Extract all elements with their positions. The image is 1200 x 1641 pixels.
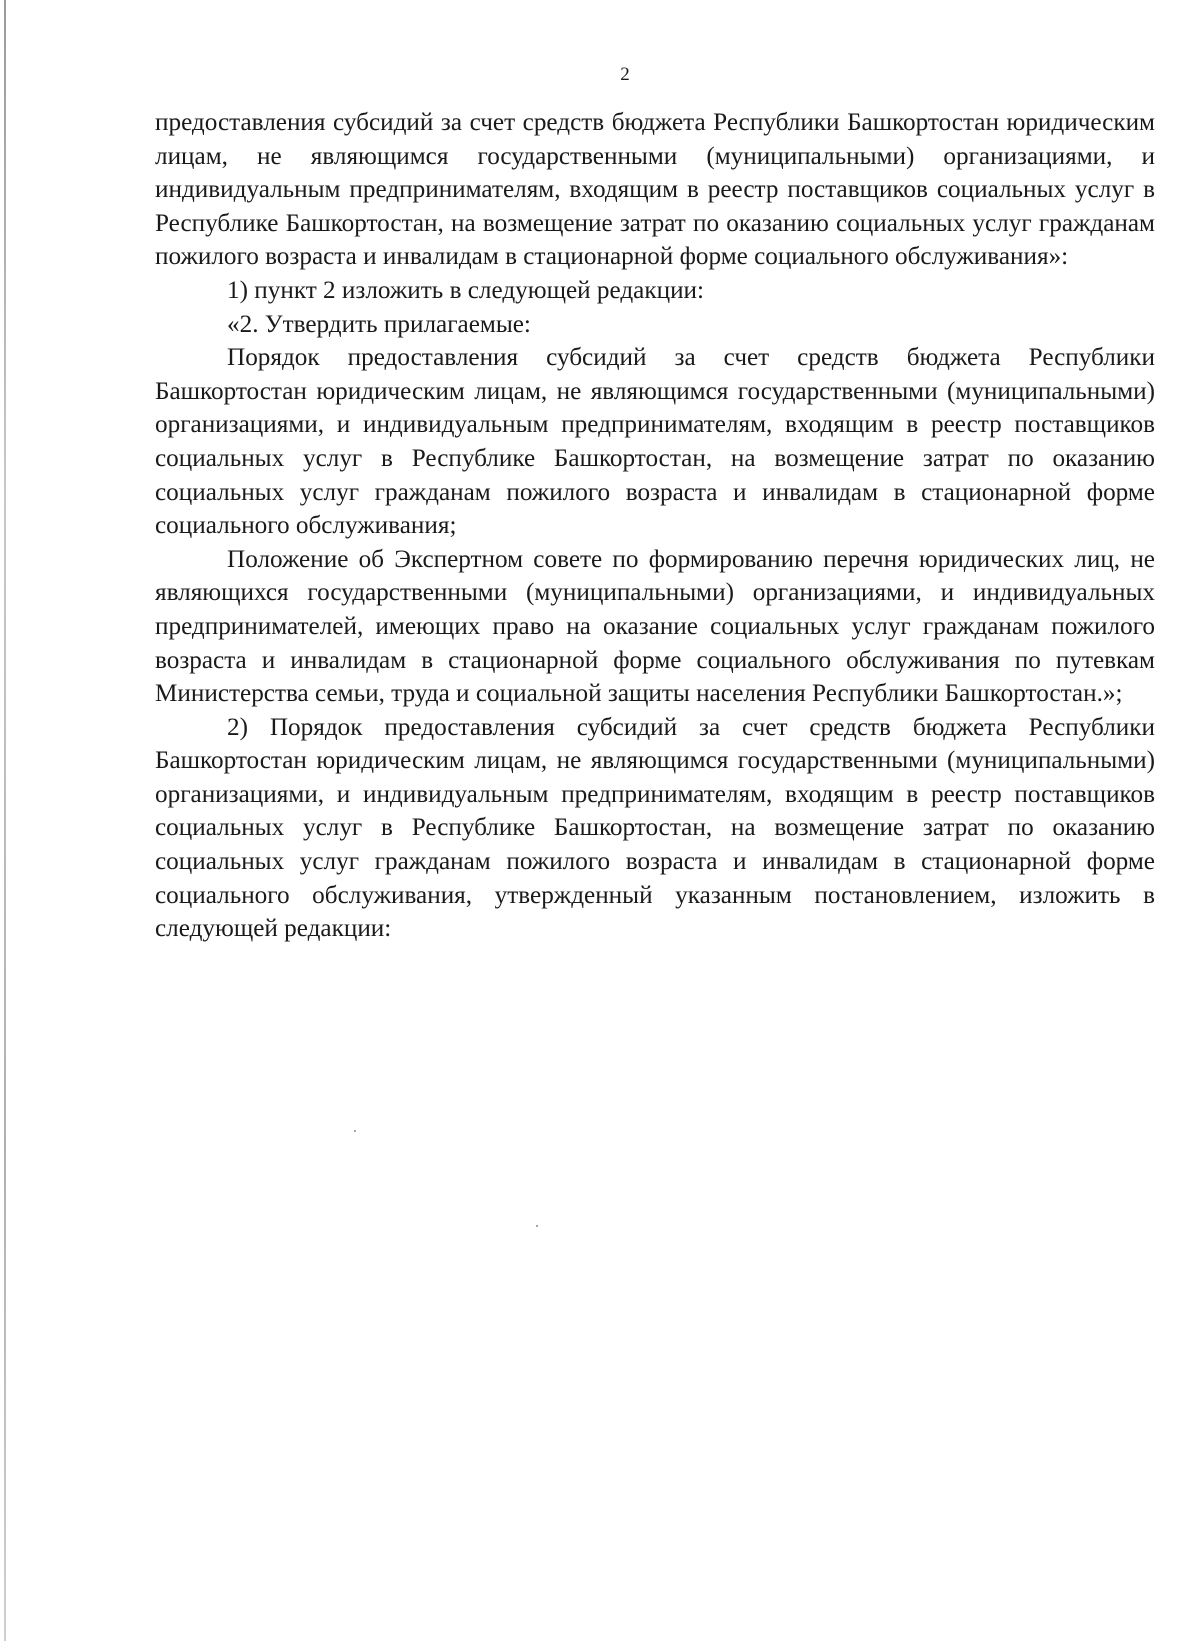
scan-edge xyxy=(4,0,6,1641)
paragraph-regulation: Положение об Экспертном совете по формированию перечня юридических лиц, не являющихся государственными (муниципальными) организациями, и индивидуальных предпринимателей, имеющих право на оказание социальных услуг гражданам пожилого возраста и инвалидам в стационарной форме социального обслуживания по путевкам Министерства семьи, труда и социальной защиты населения Республики Башкортостан.»; xyxy=(155,545,1155,708)
document-body xyxy=(155,106,1155,946)
paragraph-procedure: Порядок предоставления субсидий за счет средств бюджета Республики Башкортостан юридическим лицам, не являющимся государственными (муниципальными) организациями, и индивидуальным предпринимателям, входящим в реестр поставщиков социальных услуг в Республике Башкортостан, на возмещение затрат по оказанию социальных услуг гражданам пожилого возраста и инвалидам в стационарной форме социального обслуживания; xyxy=(155,344,1155,540)
scan-speck xyxy=(536,1225,538,1227)
scan-speck xyxy=(354,1130,356,1132)
paragraph-continuation: предоставления субсидий за счет средств бюджета Республики Башкортостан юридическим лицам, не являющимся государственными (муниципальными) организациями, и индивидуальным предпринимателям, входящим в реестр поставщиков социальных услуг в Республике Башкортостан, на возмещение затрат по оказанию социальных услуг гражданам пожилого возраста и инвалидам в стационарной форме социального обслуживания»: xyxy=(155,109,1155,271)
paragraph-item-2: 2) Порядок предоставления субсидий за счет средств бюджета Республики Башкортостан юридическим лицам, не являющимся государственными (муниципальными) организациями, и индивидуальным предпринимателям, входящим в реестр поставщиков социальных услуг в Республике Башкортостан, на возмещение затрат по оказанию социальных услуг гражданам пожилого возраста и инвалидам в стационарной форме социального обслуживания, утвержденный указанным постановлением, изложить в следующей редакции: xyxy=(155,713,1155,943)
paragraph-approve: «2. Утвердить прилагаемые: xyxy=(227,310,531,338)
page-number: 2 xyxy=(620,64,630,85)
paragraph-item-1: 1) пункт 2 изложить в следующей редакции: xyxy=(227,276,705,304)
